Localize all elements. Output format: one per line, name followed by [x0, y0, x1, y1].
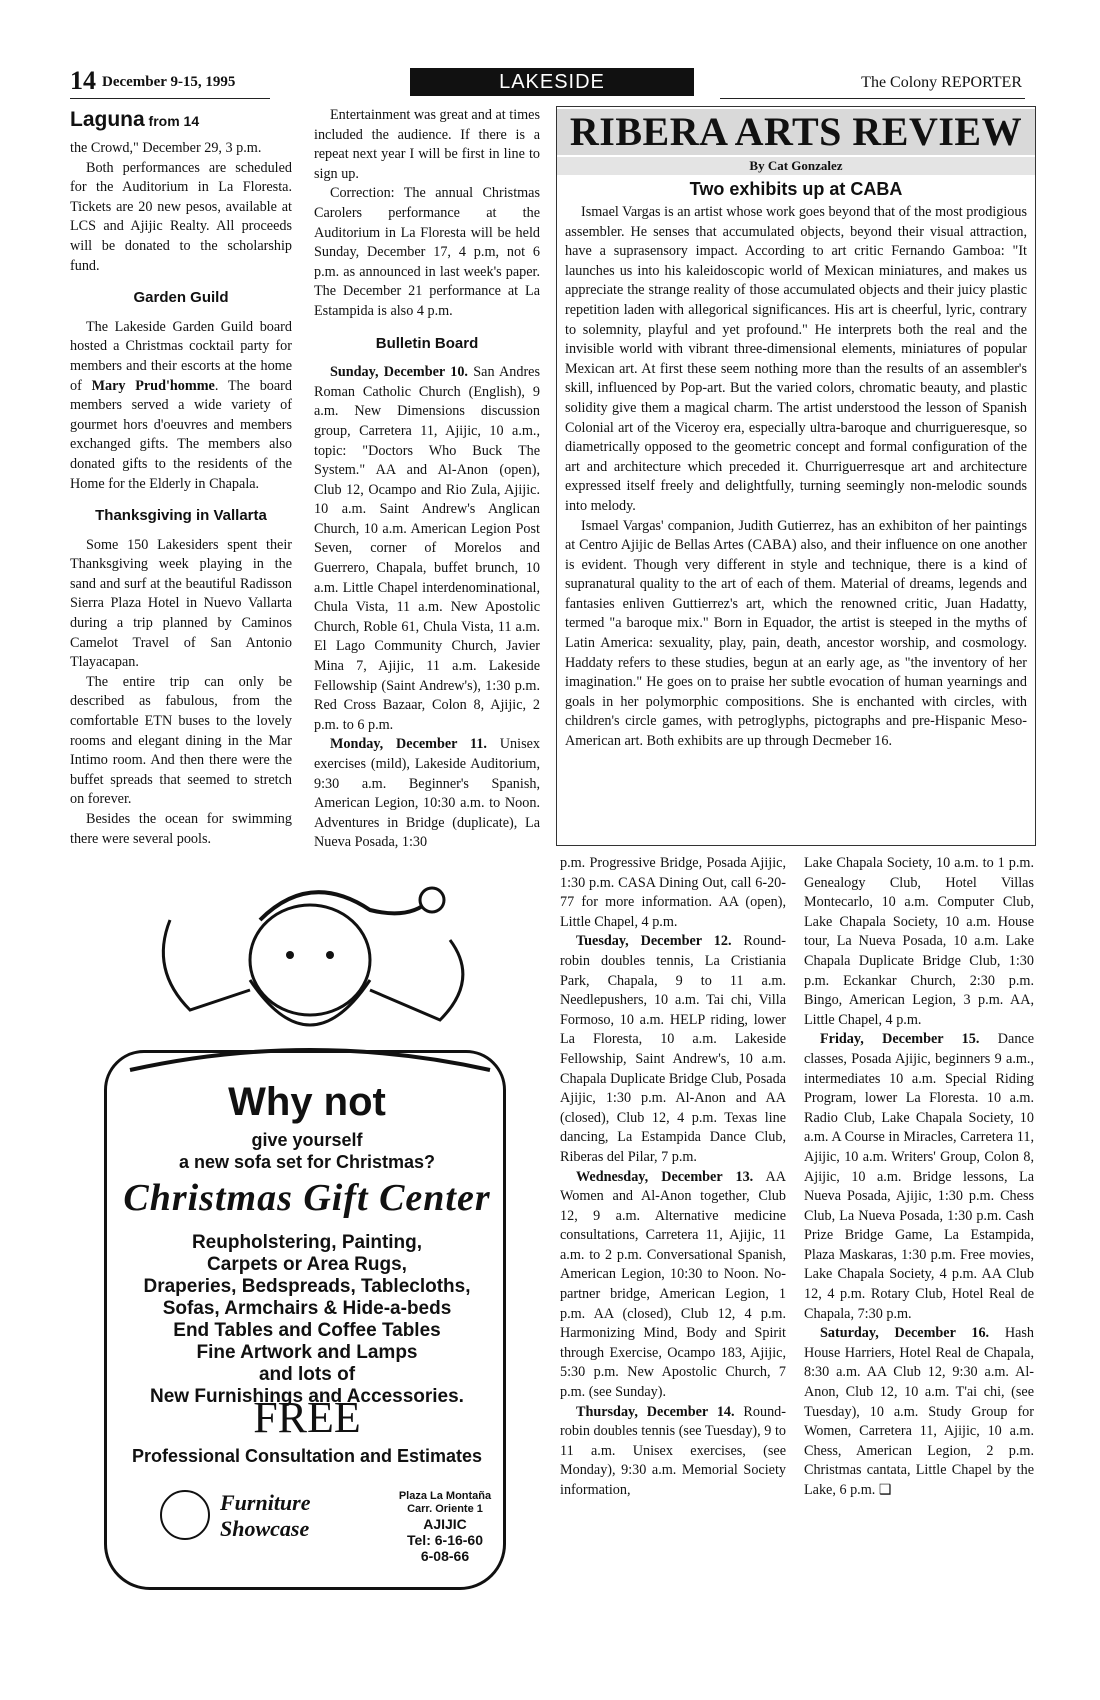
furniture-showcase-logo-icon	[160, 1490, 210, 1540]
ad-service: Draperies, Bedspreads, Tablecloths,	[143, 1276, 471, 1297]
christmas-gift-center-ad	[70, 880, 544, 1680]
paragraph: Saturday, December 16. Hash House Harriers, Hotel Real de Chapala, 8:30 a.m. AA Club 12, 9:30 a.m. Al-Anon, Club 12, 10 a.m. T'ai chi, (see Tuesday), 10 a.m. Study Group for Women, Carretera 11, Ajijic, 10 a.m. Chess, American Legion, 2 p.m. Christmas cantata, Little Chapel by the Lake, 6 p.m. ❑	[804, 1325, 1034, 1498]
ad-store-name: Furniture Showcase	[220, 1490, 311, 1541]
ad-subline: give yourself	[251, 1130, 363, 1150]
section-banner: LAKESIDE	[410, 68, 694, 96]
paragraph: Besides the ocean for swimming there were several pools.	[70, 811, 292, 847]
review-headline: Two exhibits up at CABA	[689, 179, 903, 199]
arts-review-box	[556, 106, 1036, 846]
ad-service: Sofas, Armchairs & Hide-a-beds	[162, 1298, 452, 1319]
ad-headline: Why not	[228, 1080, 386, 1124]
issue-date: December 9-15, 1995	[102, 74, 236, 90]
ad-consultation: Professional Consultation and Estimates	[131, 1446, 483, 1466]
subheading-thanksgiving: Thanksgiving in Vallarta	[95, 507, 267, 525]
ad-brand-name: Christmas Gift Center	[123, 1177, 491, 1219]
page-number: 14	[70, 66, 96, 95]
paragraph: Tuesday, December 12. Round-robin doubles tennis, La Cristiania Park, Chapala, 9 to 11 a.m. Needlepushers, 10 a.m. Tai chi, Villa Formoso, 10 a.m. HELP riding, lower La Floresta, 10 a.m. Lakeside Fellowship, Saint Andrew's, 10 a.m. Chapala Duplicate Bridge Club, Posada Ajijic, 1:30 p.m. Al-Anon and AA (closed), Club 12, 4 p.m. Texas line dancing, La Estampida Dance Club, Riberas del Pilar, 7 p.m.	[560, 933, 786, 1165]
column-2	[314, 106, 540, 853]
review-body	[565, 203, 1027, 752]
end-mark-icon: ❑	[878, 1482, 892, 1498]
paragraph: Monday, December 11. Unisex exercises (mild), Lakeside Auditorium, 9:30 a.m. Beginner's Spanish, American Legion, 10:30 a.m. to Noon. Adventures in Bridge (duplicate), La Nueva Posada, 1:30	[314, 736, 540, 851]
paragraph: Friday, December 15. Dance classes, Posada Ajijic, beginners 9 a.m., intermediates 10 a.m. Special Riding Program, lower La Floresta. 10 a.m. Radio Club, Lake Chapala Society, 10 a.m. A Course in Miracles, Carretera 11, Ajijic, 10 a.m. Writers' Group, Colon 8, Ajijic, 10 a.m. Bridge lessons, La Nueva Posada, Ajijic, 1:30 p.m. Chess Club, La Nueva Posada, 1:30 p.m. Cash Prize Bridge Game, La Estampida, Plaza Maskaras, 1:30 p.m. Free movies, Lake Chapala Society, 4 p.m. AA Club 12, 4 p.m. Rotary Club, Hotel Real de Chapala, 7:30 p.m.	[804, 1031, 1035, 1322]
paragraph: Ismael Vargas is an artist whose work goes beyond that of the most prodigious assembler. He senses that accumulated objects, beyond their visual attraction, have a suprasensory impact. According to art critic Fernando Gamboa: "It launches us into his kaleidoscopic world of Mexican miniatures, and makes us appreciate the strange reality of those accumulated objects and their juicy plastic repetition laden with allegorical significances. His art is cheerful, lyric, contrary to solemnity, playful and yet profound." He interprets both the real and the invisible world with vibrant three-dimensional elements, miniatures of popular Mexican art. At first these seem nothing more than the results of an assembler's skill, influenced by Pop-art. But the varied colors, chromatic beauty, and plastic solidity give them a magical charm. The artist understood the lesson of Spanish Colonial art of the Viceroy era, especially ultra-baroque and churrigueresque, so diametrically opposed to the geometric concept and formal configuration of the art and architecture which preceded it. Churriguerresque art and architecture expressed itself freely and delightfully, turning seemingly non-melodic sounds into melody.	[565, 204, 1027, 514]
paragraph: Entertainment was great and at times included the audience. If there is a repeat next year I will be first in line to sign up.	[314, 107, 540, 182]
ad-subline: a new sofa set for Christmas?	[178, 1152, 436, 1172]
paragraph: Ismael Vargas' companion, Judith Gutierrez, has an exhibiton of her paintings at Centro Ajijic de Bellas Artes (CABA) also, and their influence on one another is evident. Though very different in style and technique, there is a kind of supranatural quality to the art of each of them. Material of dreams, legends and fantasies enliven Guttierrez's art, which the renowned critic, Juan Hadatty, termed "a baroque mix." Born in Equador, the artist is steeped in the myths of Latin America: sexuality, play, pain, death, ancestor worship, and cosmology. Haddaty refers to these studies, begun at an early age, as "the inventory of her imagination." He goes on to praise her subtle evocation of human yearnings and goals in her polymorphic compositions. She is enchanted with circles, with children's circle games, with petroglyphs, pictographs and pre-Hispanic Meso-American art. Both exhibits are up through Decmeber 16.	[565, 517, 1027, 750]
ad-free: FREE	[253, 1393, 361, 1442]
ad-address: Plaza La Montaña Carr. Oriente 1 AJIJIC Tel: 6-16-60 6-08-66	[398, 1490, 492, 1564]
ad-services-list	[70, 1232, 544, 1408]
paragraph: Some 150 Lakesiders spent their Thanksgiving week playing in the sand and surf at the beautiful Radisson Sierra Plaza Hotel in Nuevo Vallarta during a trip planned by Caminos Camelot Travel of San Antonio Tlayacapan.	[70, 536, 292, 671]
paragraph: Lake Chapala Society, 10 a.m. to 1 p.m. Genealogy Club, Hotel Villas Montecarlo, 10 a.m. Computer Club, Lake Chapala Society, 10 a.m. House tour, La Nueva Posada, 10 a.m. Lake Chapala Duplicate Bridge Club, 1:30 p.m. Eckankar Church, 2:30 p.m. Bingo, American Legion, 3 p.m. AA, Little Chapel, 4 p.m.	[804, 855, 1034, 1028]
column-4	[804, 854, 1034, 1501]
column-1	[70, 108, 292, 849]
ad-service: Carpets or Area Rugs,	[207, 1254, 407, 1275]
paragraph: Sunday, December 10. San Andres Roman Catholic Church (English), 9 a.m. New Dimensions discussion group, Carretera 11, Ajijic, 10 a.m., topic: "Doctors Who Buck The System." AA and Al-Anon (open), Club 12, Ocampo and Rio Zula, Ajijic. 10 a.m. Saint Andrew's Anglican Church, 10 a.m. American Legion Post Seven, corner of Morelos and Guerrero, Chapala, buffet brunch, 10 a.m. Little Chapel interdenominational, Chula Vista, 11 a.m. New Apostolic Church, Roble 61, Chula Vista, 11 a.m. El Lago Community Church, Javier Mina 7, Ajijic, 11 a.m. Lakeside Fellowship (Saint Andrew's), 1:30 p.m. Red Cross Bazaar, Colon 8, Ajijic, 2 p.m. to 6 p.m.	[314, 364, 540, 733]
paragraph: The entire trip can only be described as fabulous, from the comfortable ETN buses to the lovely rooms and elegant dining in the Mar Intimo room. And then there were the buffet spreads that seemed to stretch on forever.	[70, 673, 292, 808]
jump-kicker: Laguna from 14	[70, 108, 200, 131]
subheading-bulletin-board: Bulletin Board	[375, 334, 479, 352]
ad-service: Reupholstering, Painting,	[191, 1232, 423, 1253]
ad-service: Fine Artwork and Lamps	[196, 1342, 418, 1363]
header-rule-left	[70, 98, 270, 99]
review-byline: By Cat Gonzalez	[557, 157, 1035, 175]
paragraph: the Crowd," December 29, 3 p.m.	[70, 140, 262, 156]
paragraph: Correction: The annual Christmas Carolers performance at the Auditorium in La Floresta will be held Sunday, December 17, 4 p.m, not 6 p.m. as announced in last week's paper. The December 21 performance at La Estampida is also 4 p.m.	[314, 185, 540, 319]
paragraph: Wednesday, December 13. AA Women and Al-Anon together, Club 12, 9 a.m. Alternative medicine consultations, Carretera 11, Ajijic, 11 a.m. to 2 p.m. Conversational Spanish, American Legion, 10:30 to Noon. No-partner bridge, American Legion, 1 p.m. AA (closed), Club 12, 4 p.m. Harmonizing Mind, Body and Spirit through Exercise, Ocampo 183, Ajijic, 5:30 p.m. New Apostolic Church, 7 p.m. (see Sunday).	[560, 1168, 786, 1401]
paragraph: Both performances are scheduled for the Auditorium in La Floresta. Tickets are 20 new pesos, available at LCS and Ajijic Realty. All proceeds will be donated to the scholarship fund.	[70, 159, 292, 274]
review-title: RIBERA ARTS REVIEW	[557, 109, 1035, 155]
header-rule-right	[720, 98, 1025, 99]
ad-service: New Furnishings and Accessories.	[150, 1386, 464, 1407]
ad-service: and lots of	[258, 1364, 356, 1385]
ad-service: End Tables and Coffee Tables	[173, 1320, 441, 1341]
paragraph: The Lakeside Garden Guild board hosted a Christmas cocktail party for members and their escorts at the home of Mary Prud'homme. The board members served a wide variety of gourmet hors d'oeuvres and members exchanged gifts. The members also donated gifts to the residents of the Home for the Elderly in Chapala.	[70, 318, 292, 492]
column-3	[560, 854, 786, 1501]
paragraph: Thursday, December 14. Round-robin doubles tennis (see Tuesday), 9 to 11 a.m. Unisex exercises, (see Monday), 9:30 a.m. Memorial Society information,	[560, 1403, 786, 1498]
paper-name: The Colony REPORTER	[861, 74, 1022, 91]
paragraph: p.m. Progressive Bridge, Posada Ajijic, 1:30 p.m. CASA Dining Out, call 6-20-77 for more information. AA (open), Little Chapel, 4 p.m.	[560, 855, 786, 930]
subheading-garden-guild: Garden Guild	[133, 289, 229, 307]
